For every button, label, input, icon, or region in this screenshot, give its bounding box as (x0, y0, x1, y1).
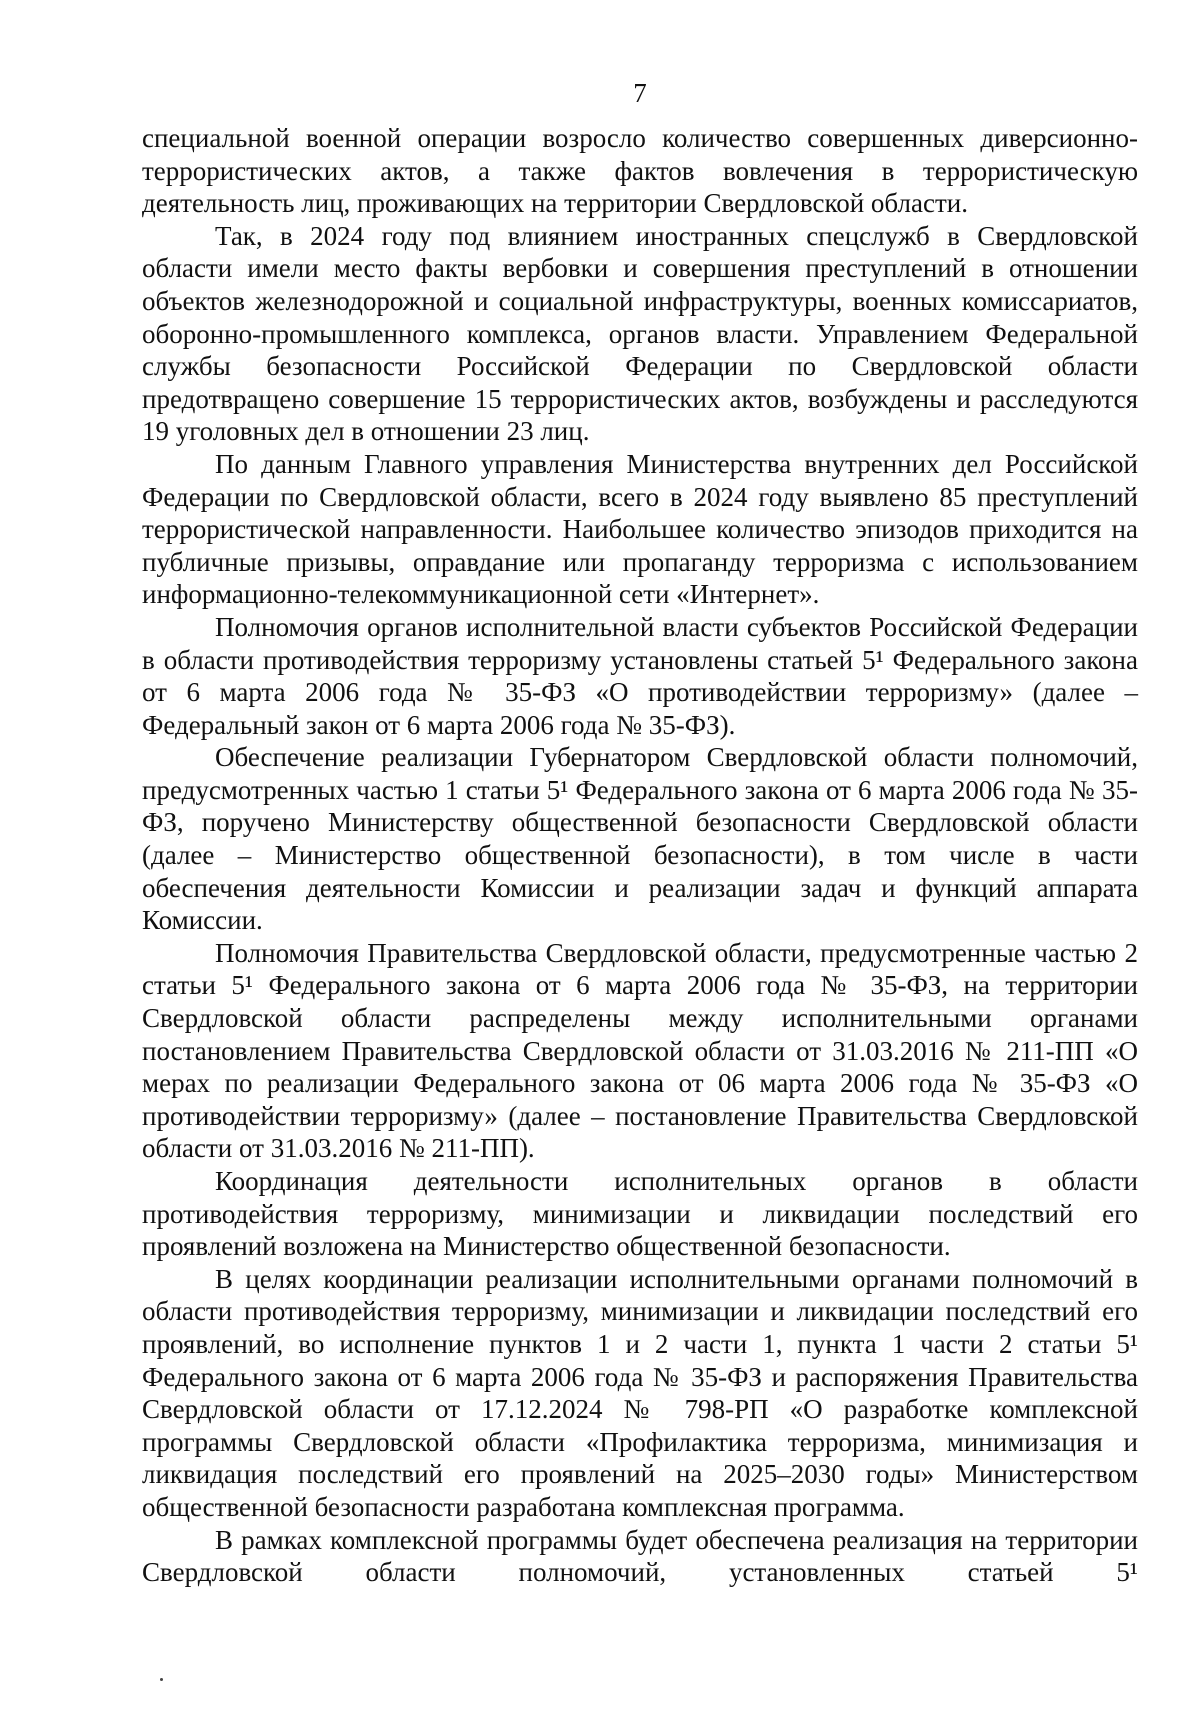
scan-speck (160, 1678, 163, 1681)
paragraph-2: Так, в 2024 году под влиянием иностранных спецслужб в Свердловской области имели место факты вербовки и совершения преступлений в отношении объектов железнодорожной и социальной инфраструктуры, военных комиссариатов, оборонно-промышленного комплекса, органов власти. Управлением Федеральной службы безопасности Российской Федерации по Свердловской области предотвращено совершение 15 террористических актов, возбуждены и расследуются 19 уголовных дел в отношении 23 лиц. (142, 220, 1138, 447)
paragraph-9: В рамках комплексной программы будет обеспечена реализация на территории Свердловской области полномочий, установленных статьей 5¹ (142, 1524, 1138, 1588)
paragraph-1: специальной военной операции возросло количество совершенных диверсионно-террористических актов, а также фактов вовлечения в террористическую деятельность лиц, проживающих на территории Свердловской области. (142, 123, 1138, 219)
paragraph-7: Координация деятельности исполнительных органов в области противодействия терроризму, минимизации и ликвидации последствий его проявлений возложена на Министерство общественной безопасности. (142, 1166, 1138, 1262)
paragraph-3: По данным Главного управления Министерства внутренних дел Российской Федерации по Свердловской области, всего в 2024 году выявлено 85 преступлений террористической направленности. Наибольшее количество эпизодов приходится на публичные призывы, оправдание или пропаганду терроризма с использованием информационно-телекоммуникационной сети «Интернет». (142, 448, 1138, 610)
page-number: 7 (633, 78, 647, 108)
paragraph-6: Полномочия Правительства Свердловской области, предусмотренные частью 2 статьи 5¹ Федерального закона от 6 марта 2006 года № 35-ФЗ, на территории Свердловской области распределены между исполнительными органами постановлением Правительства Свердловской области от 31.03.2016 № 211-ПП «О мерах по реализации Федерального закона от 06 марта 2006 года № 35-ФЗ «О противодействии терроризму» (далее – постановление Правительства Свердловской области от 31.03.2016 № 211-ПП). (142, 937, 1138, 1164)
document-body (142, 122, 1138, 1589)
paragraph-4: Полномочия органов исполнительной власти субъектов Российской Федерации в области противодействия терроризму установлены статьей 5¹ Федерального закона от 6 марта 2006 года № 35-ФЗ «О противодействии терроризму» (далее – Федеральный закон от 6 марта 2006 года № 35-ФЗ). (142, 611, 1138, 740)
paragraph-8: В целях координации реализации исполнительными органами полномочий в области противодействия терроризму, минимизации и ликвидации последствий его проявлений, во исполнение пунктов 1 и 2 части 1, пункта 1 части 2 статьи 5¹ Федерального закона от 6 марта 2006 года № 35-ФЗ и распоряжения Правительства Свердловской области от 17.12.2024 № 798-РП «О разработке комплексной программы Свердловской области «Профилактика терроризма, минимизация и ликвидация последствий его проявлений на 2025–2030 годы» Министерством общественной безопасности разработана комплексная программа. (142, 1263, 1138, 1522)
paragraph-5: Обеспечение реализации Губернатором Свердловской области полномочий, предусмотренных частью 1 статьи 5¹ Федерального закона от 6 марта 2006 года № 35-ФЗ, поручено Министерству общественной безопасности Свердловской области (далее – Министерство общественной безопасности), в том числе в части обеспечения деятельности Комиссии и реализации задач и функций аппарата Комиссии. (142, 742, 1138, 936)
